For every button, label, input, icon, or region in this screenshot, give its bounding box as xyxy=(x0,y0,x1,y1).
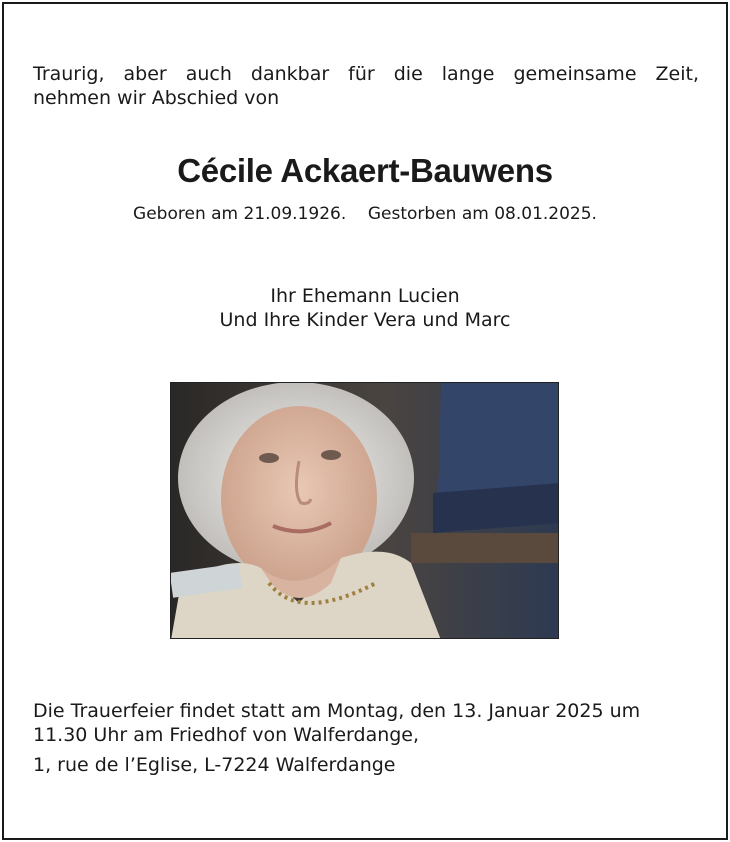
intro-line-1: Traurig, aber auch dankbar für die lange gemeinsame Zeit, xyxy=(33,63,699,85)
family-mourners xyxy=(0,284,730,332)
deceased-name: Cécile Ackaert-Bauwens xyxy=(177,152,553,189)
service-line-2: 11.30 Uhr am Friedhof von Walferdange, xyxy=(33,724,420,746)
service-line-1: Die Trauerfeier findet statt am Montag, den 13. Januar 2025 um xyxy=(33,700,641,722)
family-line-2: Und Ihre Kinder Vera und Marc xyxy=(219,309,511,331)
service-info xyxy=(33,699,713,777)
intro-text xyxy=(33,62,699,110)
family-line-1: Ihr Ehemann Lucien xyxy=(270,285,460,307)
service-address: 1, rue de l’Eglise, L-7224 Walferdange xyxy=(33,754,396,776)
intro-line-2: nehmen wir Abschied von xyxy=(33,87,280,109)
portrait-photo xyxy=(170,382,559,639)
life-dates: Geboren am 21.09.1926. Gestorben am 08.01.2025. xyxy=(133,204,597,224)
